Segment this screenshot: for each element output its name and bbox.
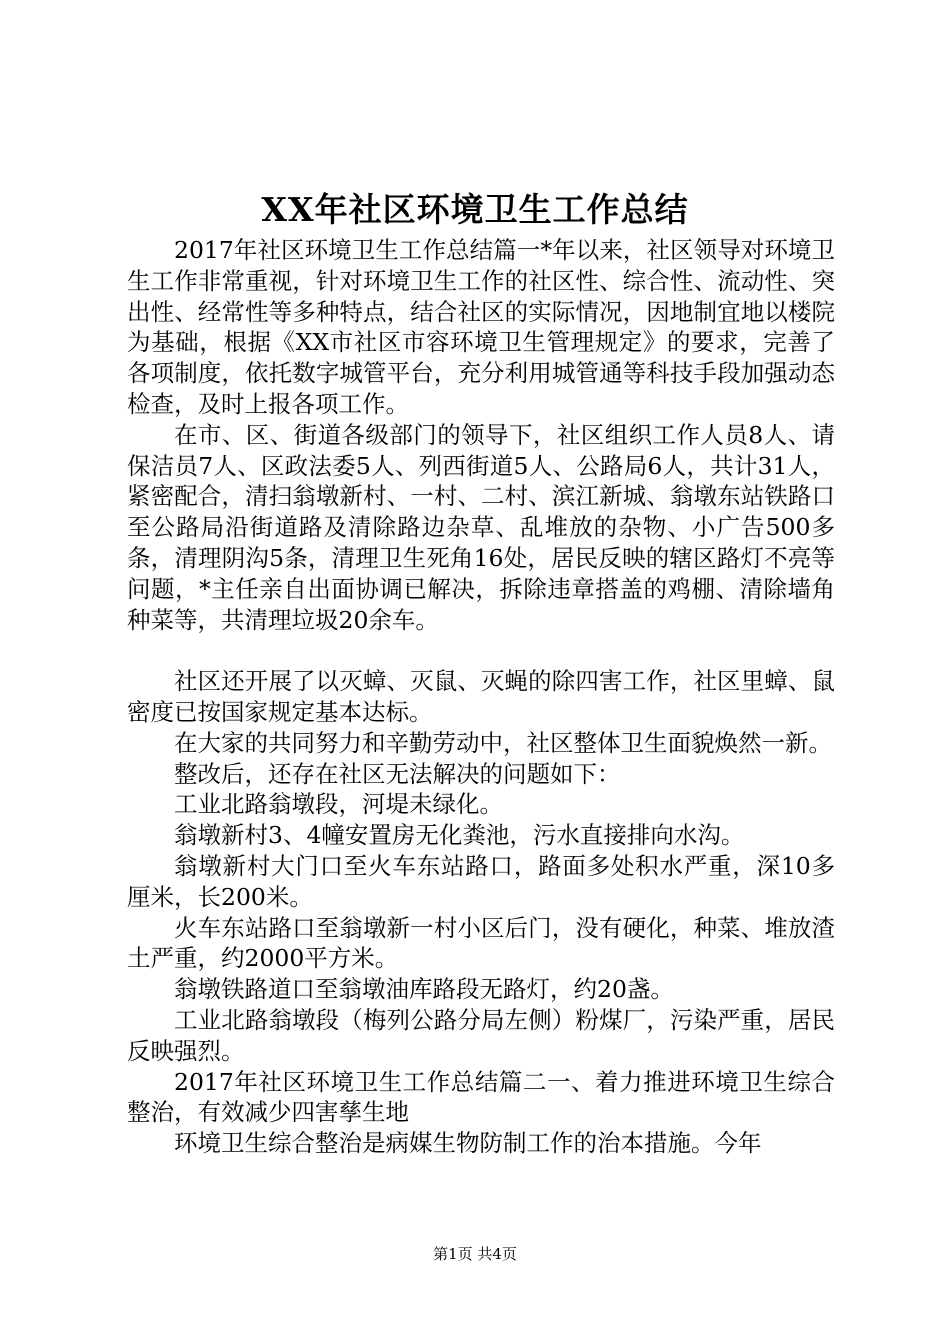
document-title: XX年社区环境卫生工作总结 (261, 190, 689, 229)
page-footer: 第1页 共4页 (433, 1245, 517, 1263)
paragraph-4: 在大家的共同努力和辛勤劳动中，社区整体卫生面貌焕然一新。 (174, 728, 832, 757)
paragraph-10: 翁墩铁路道口至翁墩油库路段无路灯，约20盏。 (174, 975, 674, 1004)
paragraph-7: 翁墩新村3、4幢安置房无化粪池，污水直接排向水沟。 (174, 821, 745, 850)
paragraph-2: 在市、区、街道各级部门的领导下，社区组织工作人员8人、请保洁员7人、区政法委5人、列西街道5人、公路局6人，共计31人，紧密配合，清扫翁墩新村、一村、二村、滨江新城、翁墩东站铁路口至公路局沿街道路及清除路边杂草、乱堆放的杂物、小广告500多条，清理阴沟5条，清理卫生死角16处，居民反映的辖区路灯不亮等问题，*主任亲自出面协调已解决，拆除违章搭盖的鸡棚、清除墙角种菜等，共清理垃圾20余车。 (127, 420, 835, 634)
paragraph-11: 工业北路翁墩段（梅列公路分局左侧）粉煤厂，污染严重，居民反映强烈。 (127, 1005, 835, 1065)
paragraph-6: 工业北路翁墩段，河堤未绿化。 (174, 790, 503, 819)
paragraph-3: 社区还开展了以灭蟑、灭鼠、灭蝇的除四害工作，社区里蟑、鼠密度已按国家规定基本达标。 (127, 667, 835, 726)
paragraph-1: 2017年社区环境卫生工作总结篇一*年以来，社区领导对环境卫生工作非常重视，针对环境卫生工作的社区性、综合性、流动性、突出性、经常性等多种特点，结合社区的实际情况，因地制宜地以楼院为基础，根据《XX市社区市容环境卫生管理规定》的要求，完善了各项制度，依托数字城管平台，充分利用城管通等科技手段加强动态检查，及时上报各项工作。 (127, 236, 835, 418)
paragraph-spacer (127, 635, 835, 666)
paragraph-13: 环境卫生综合整治是病媒生物防制工作的治本措施。今年 (174, 1129, 762, 1158)
paragraph-9: 火车东站路口至翁墩新一村小区后门，没有硬化，种菜、堆放渣土严重，约2000平方米。 (127, 913, 835, 973)
paragraph-12: 2017年社区环境卫生工作总结篇二一、着力推进环境卫生综合整治，有效减少四害孳生地 (127, 1067, 835, 1127)
paragraph-5: 整改后，还存在社区无法解决的问题如下： (174, 759, 621, 788)
paragraph-8: 翁墩新村大门口至火车东站路口，路面多处积水严重，深10多厘米，长200米。 (127, 851, 835, 911)
document-body (127, 235, 835, 1159)
